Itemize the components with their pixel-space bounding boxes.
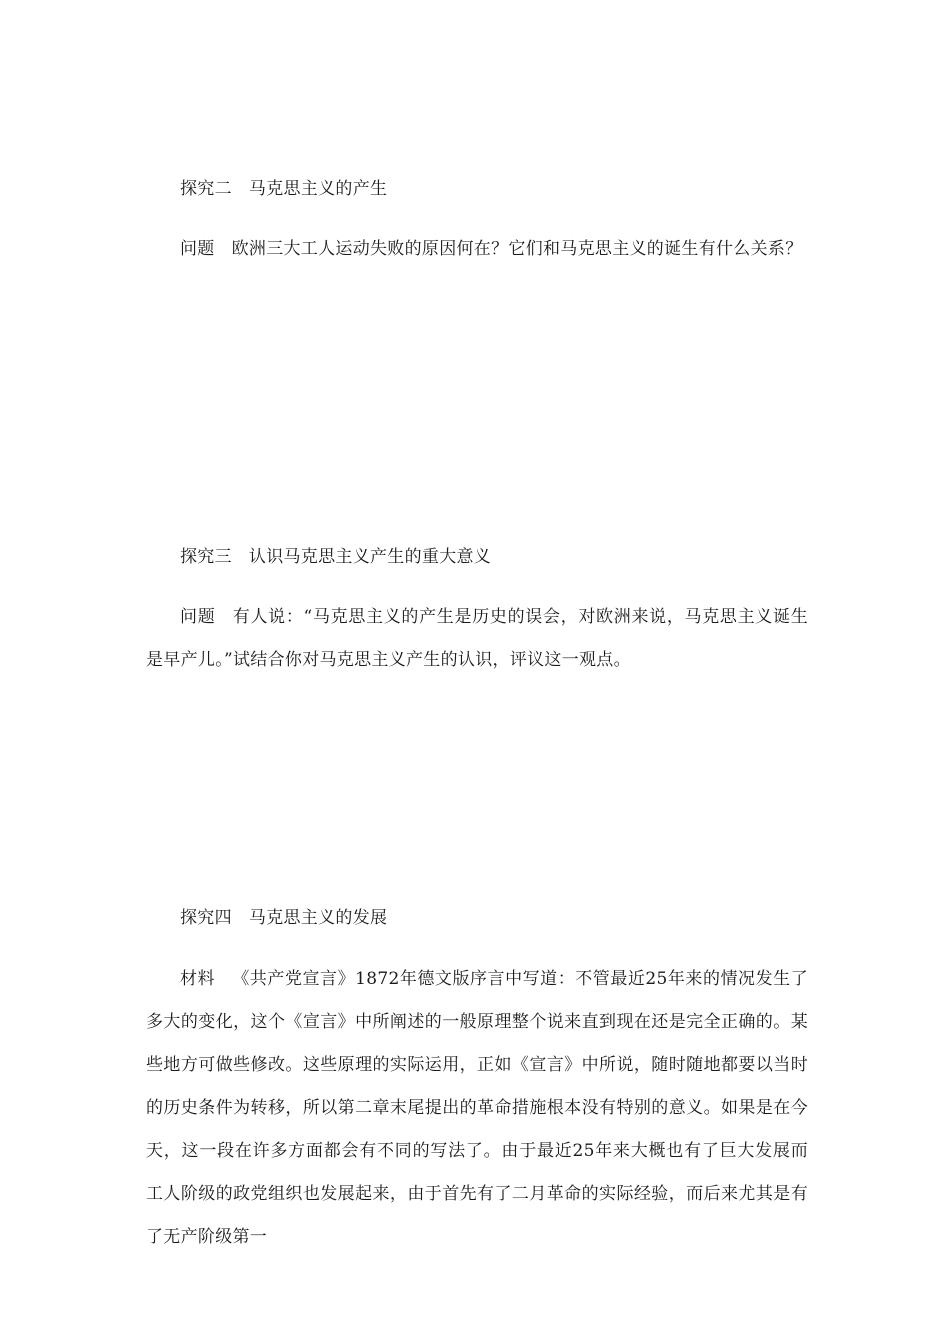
- section4-material-text: 《共产党宣言》1872年德文版序言中写道：不管最近25年来的情况发生了多大的变化，这个《宣言》中所阐述的一般原理整个说来直到现在还是完全正确的。某些地方可做些修改。这些原理的实际运用，正如《宣言》中所说，随时随地都要以当时的历史条件为转移，所以第二章末尾提出的革命措施根本没有特别的意义。如果是在今天，这一段在许多方面都会有不同的写法了。由于最近25年来大概也有了巨大发展而工人阶级的政党组织也发展起来，由于首先有了二月革命的实际经验，而后来尤其是有了无产阶级第一: [146, 969, 808, 1247]
- section4-heading: [180, 907, 387, 929]
- section4-material-label: 材料: [180, 969, 216, 989]
- section2-question: [180, 238, 803, 260]
- section3-heading: [180, 546, 491, 568]
- section3-question: [146, 596, 808, 682]
- section3-heading-title: 认识马克思主义产生的重大意义: [248, 547, 492, 567]
- section2-heading: [180, 178, 387, 200]
- section2-heading-num: 探究二: [180, 179, 232, 199]
- section3-heading-num: 探究三: [180, 547, 232, 567]
- section3-question-text: 有人说：“马克思主义的产生是历史的误会，对欧洲来说，马克思主义诞生是早产儿。”试结合你对马克思主义产生的认识，评议这一观点。: [146, 607, 808, 670]
- section3-question-label: 问题: [180, 607, 216, 627]
- section2-question-label: 问题: [180, 239, 215, 259]
- section4-material: [146, 958, 808, 1259]
- section4-heading-title: 马克思主义的发展: [248, 908, 388, 928]
- section2-heading-title: 马克思主义的产生: [248, 179, 388, 199]
- section2-question-text: 欧洲三大工人运动失败的原因何在？它们和马克思主义的诞生有什么关系？: [231, 239, 803, 259]
- section4-heading-num: 探究四: [180, 908, 232, 928]
